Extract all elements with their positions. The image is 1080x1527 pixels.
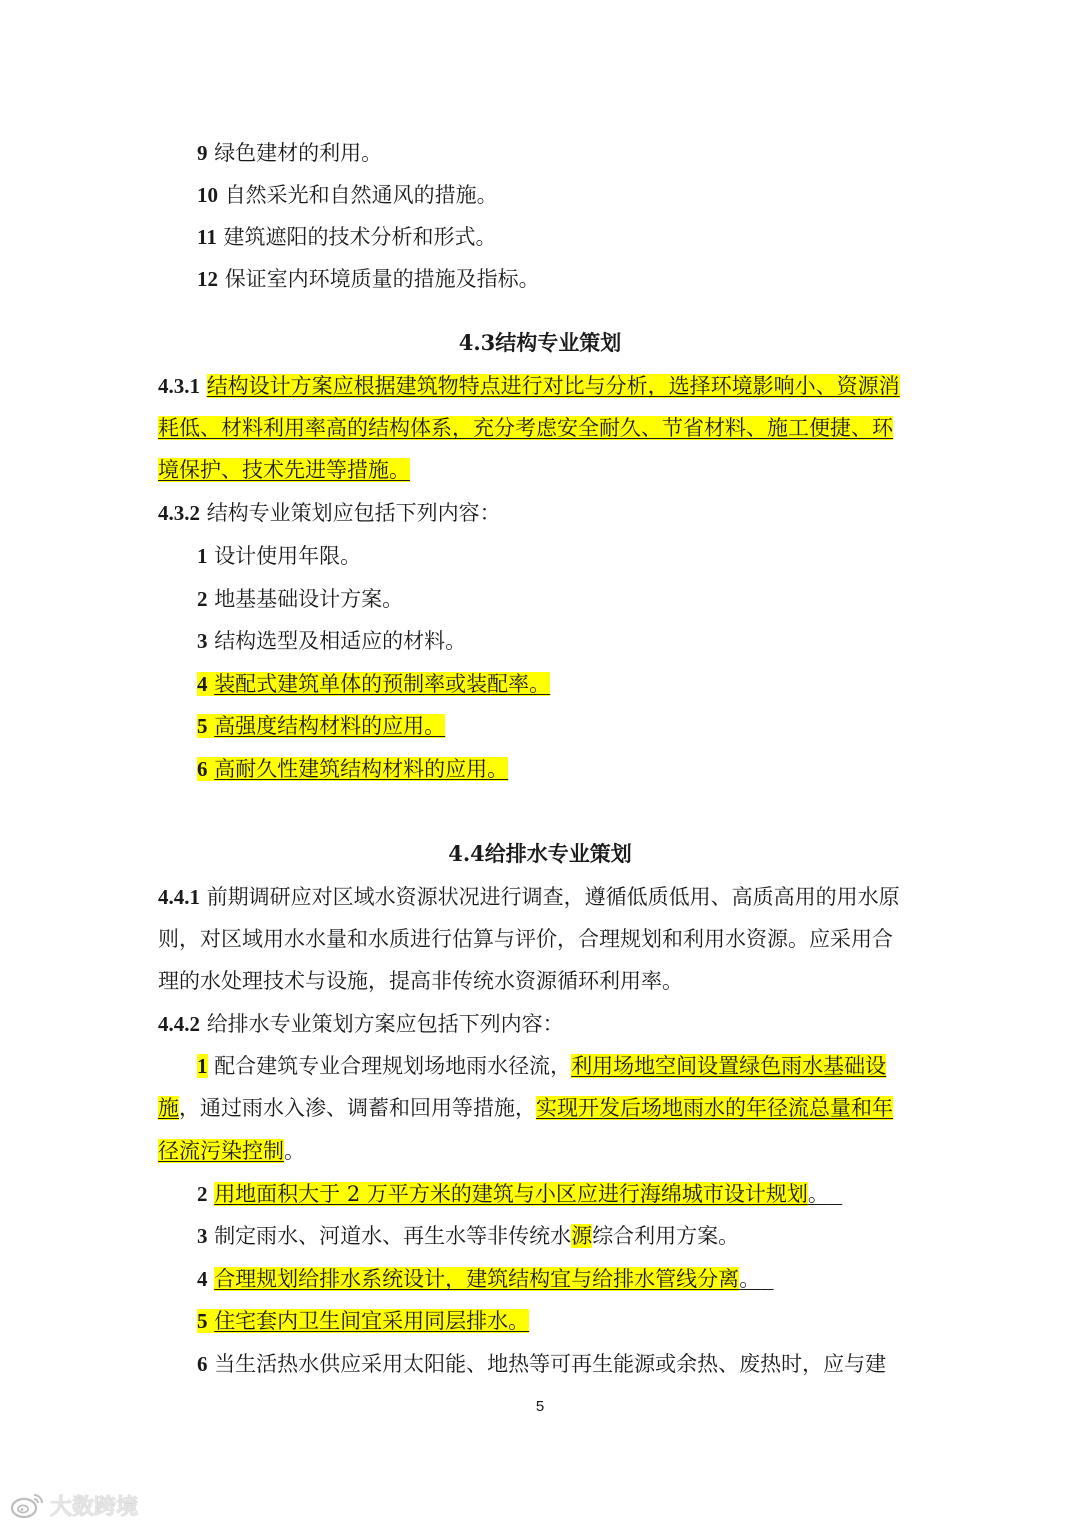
list-item: 1 配合建筑专业合理规划场地雨水径流，利用场地空间设置绿色雨水基础设 (197, 1054, 887, 1078)
watermark (10, 1490, 138, 1520)
list-item: 4 合理规划给排水系统设计，建筑结构宜与给排水管线分离。 (197, 1267, 761, 1291)
highlighted-text: 结构设计方案应根据建筑物特点进行对比与分析，选择环境影响小、资源消 (206, 374, 900, 398)
highlighted-text: 耗低、材料利用率高的结构体系，充分考虑安全耐久、节省材料、施工便捷、环 (158, 416, 893, 440)
section-heading: 4.3结构专业策划 (458, 330, 622, 355)
highlighted-text: 径流污染控制 (158, 1139, 284, 1163)
list-item: 12 保证室内环境质量的措施及指标。 (197, 267, 540, 291)
highlighted-text: 境保护、技术先进等措施。 (158, 458, 410, 482)
list-item: 11 建筑遮阳的技术分析和形式。 (197, 225, 497, 249)
list-item: 3 结构选型及相适应的材料。 (197, 629, 467, 653)
highlighted-text: 高强度结构材料的应用。 (214, 714, 446, 738)
section-heading: 4.4给排水专业策划 (448, 841, 632, 866)
list-item: 9 绿色建材的利用。 (197, 141, 383, 165)
list-item: 6 高耐久性建筑结构材料的应用。 (197, 757, 509, 781)
paragraph-line (158, 454, 410, 486)
highlighted-text: 高耐久性建筑结构材料的应用。 (214, 757, 509, 781)
paragraph-line: 则，对区域用水水量和水质进行估算与评价，合理规划和利用水资源。应采用合 (158, 927, 893, 951)
paragraph-line: 4.4.1 前期调研应对区域水资源状况进行调查，遵循低质低用、高质高用的用水原 (158, 885, 900, 909)
list-item: 5 住宅套内卫生间宜采用同层排水。 (197, 1309, 530, 1333)
highlighted-text: 合理规划给排水系统设计，建筑结构宜与给排水管线分离 (214, 1267, 740, 1291)
list-item: 2 用地面积大于 2 万平方米的建筑与小区应进行海绵城市设计规划。 (197, 1182, 829, 1206)
page-number: 5 (535, 1398, 545, 1415)
watermark-text: 大数跨境 (50, 1494, 139, 1520)
paragraph-line: 4.4.2 给排水专业策划方案应包括下列内容： (158, 1012, 564, 1036)
list-item-continued: 施，通过雨水入渗、调蓄和回用等措施，实现开发后场地雨水的年径流总量和年 (158, 1096, 893, 1120)
paragraph-line: 4.3.1 结构设计方案应根据建筑物特点进行对比与分析，选择环境影响小、资源消 (158, 374, 900, 398)
highlighted-text: 住宅套内卫生间宜采用同层排水。 (214, 1309, 530, 1333)
highlighted-text: 用地面积大于 2 万平方米的建筑与小区应进行海绵城市设计规划 (214, 1182, 808, 1206)
list-item: 3 制定雨水、河道水、再生水等非传统水源综合利用方案。 (197, 1224, 740, 1248)
highlighted-text: 施 (158, 1096, 179, 1120)
highlighted-text: 装配式建筑单体的预制率或装配率。 (214, 672, 551, 696)
paragraph-line (158, 412, 893, 444)
list-item: 6 当生活热水供应采用太阳能、地热等可再生能源或余热、废热时，应与建 (197, 1352, 887, 1376)
list-item: 5 高强度结构材料的应用。 (197, 714, 446, 738)
highlighted-text: 实现开发后场地雨水的年径流总量和年 (536, 1096, 893, 1120)
paragraph-line: 理的水处理技术与设施，提高非传统水资源循环利用率。 (158, 969, 683, 993)
weibo-logo-icon (10, 1491, 44, 1519)
highlighted-text: 利用场地空间设置绿色雨水基础设 (571, 1054, 887, 1078)
list-item: 1 设计使用年限。 (197, 544, 362, 568)
list-item: 2 地基基础设计方案。 (197, 587, 404, 611)
list-item-continued: 径流污染控制。 (158, 1139, 305, 1163)
list-item: 10 自然采光和自然通风的措施。 (197, 183, 498, 207)
list-item: 4 装配式建筑单体的预制率或装配率。 (197, 672, 551, 696)
highlighted-text: 源 (571, 1224, 593, 1248)
paragraph-line: 4.3.2 结构专业策划应包括下列内容： (158, 501, 501, 525)
